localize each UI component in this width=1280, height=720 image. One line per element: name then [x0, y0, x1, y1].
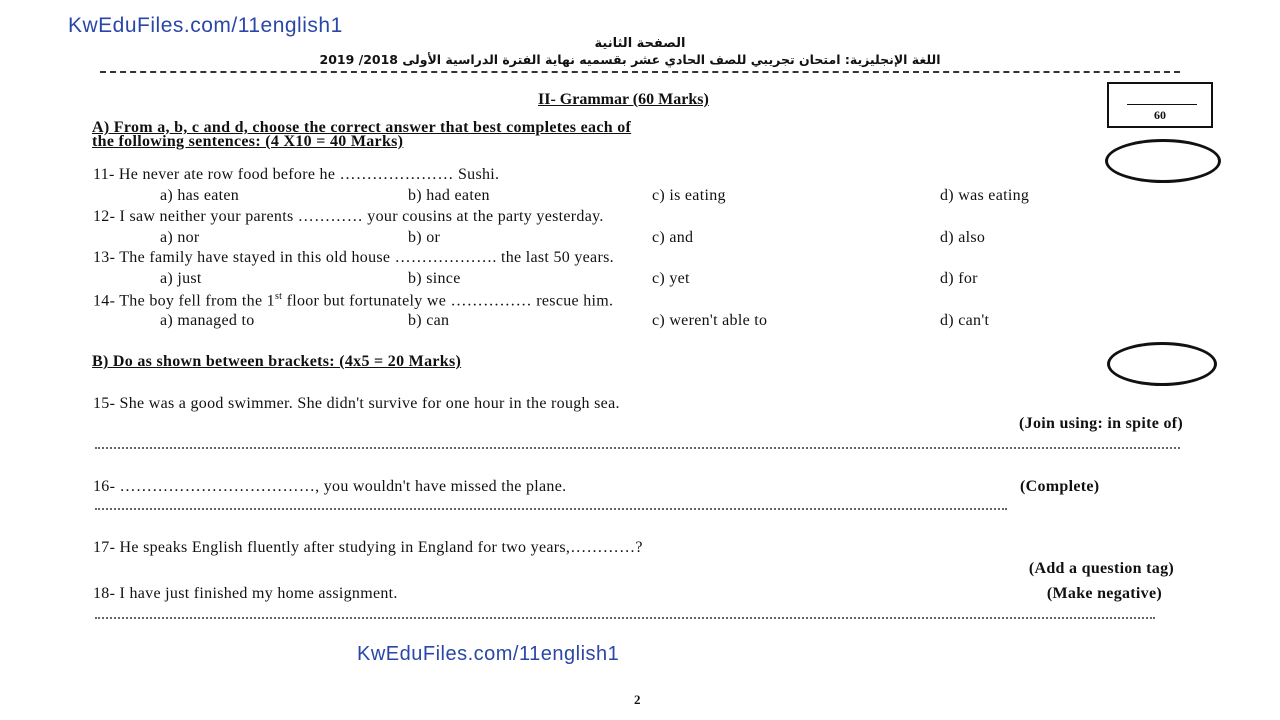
score-oval-a [1105, 139, 1221, 183]
q12-option-c[interactable]: c) and [652, 229, 694, 246]
q12-option-b[interactable]: b) or [408, 229, 441, 246]
q12-option-d[interactable]: d) also [940, 229, 986, 246]
q11-option-c[interactable]: c) is eating [652, 187, 726, 204]
question-16-stem: 16- ………………………………, you wouldn't have missed the plane. [93, 478, 567, 495]
question-13-stem: 13- The family have stayed in this old house ………………. the last 50 years. [93, 249, 614, 266]
question-15-instruction: (Join using: in spite of) [1019, 415, 1183, 432]
page-number: 2 [634, 692, 641, 707]
q14-option-a[interactable]: a) managed to [160, 312, 255, 329]
question-12-stem: 12- I saw neither your parents ………… your cousins at the party yesterday. [93, 208, 604, 225]
q14-stem-start: 14- The boy fell from the 1 [93, 292, 275, 310]
q13-option-b[interactable]: b) since [408, 270, 461, 287]
part-a-instruction-2: the following sentences: (4 X10 = 40 Marks) [92, 133, 404, 150]
q13-option-c[interactable]: c) yet [652, 270, 690, 287]
score-line [1127, 104, 1197, 105]
part-a-instruction-1: A) From a, b, c and d, choose the correct answer that best completes each of [92, 119, 632, 136]
q14-option-d[interactable]: d) can't [940, 312, 990, 329]
q13-option-d[interactable]: d) for [940, 270, 978, 287]
q12-option-a[interactable]: a) nor [160, 229, 200, 246]
q11-option-a[interactable]: a) has eaten [160, 187, 240, 204]
q11-option-b[interactable]: b) had eaten [408, 187, 490, 204]
question-18-instruction: (Make negative) [1046, 585, 1162, 602]
q14-option-c[interactable]: c) weren't able to [652, 312, 768, 329]
question-17-instruction: (Add a question tag) [1028, 560, 1174, 577]
q14-stem-end: floor but fortunately we …………… rescue him. [282, 292, 614, 310]
question-15-stem: 15- She was a good swimmer. She didn't survive for one hour in the rough sea. [93, 395, 620, 412]
question-17-stem: 17- He speaks English fluently after studying in England for two years,…………? [93, 539, 643, 556]
q15-answer-line[interactable] [95, 447, 1180, 449]
q13-option-a[interactable]: a) just [160, 270, 202, 287]
header-divider [100, 71, 1180, 73]
question-11-stem: 11- He never ate row food before he ………………… Sushi. [93, 166, 500, 183]
q18-answer-line[interactable] [95, 617, 1155, 619]
arabic-exam-title: اللغة الإنجليزية: امتحان تجريبي للصف الحادي عشر بقسميه نهاية الفترة الدراسية الأولى 2018/ 2019 [319, 52, 941, 67]
score-box [1107, 82, 1213, 128]
q11-option-d[interactable]: d) was eating [940, 187, 1030, 204]
section-title: II- Grammar (60 Marks) [538, 91, 709, 108]
q16-answer-line[interactable] [95, 508, 1007, 510]
question-14-stem [93, 291, 613, 310]
q14-superscript: st [274, 291, 283, 302]
footer-website-link[interactable]: KwEduFiles.com/11english1 [357, 643, 620, 665]
score-oval-b [1107, 342, 1217, 386]
part-b-instruction: B) Do as shown between brackets: (4x5 = 20 Marks) [92, 353, 462, 370]
arabic-page-label: الصفحة الثانية [594, 36, 686, 51]
header-website-link[interactable]: KwEduFiles.com/11english1 [68, 14, 343, 37]
q14-option-b[interactable]: b) can [408, 312, 450, 329]
question-16-instruction: (Complete) [1020, 478, 1100, 495]
question-18-stem: 18- I have just finished my home assignment. [93, 585, 398, 602]
score-value: 60 [1154, 108, 1166, 122]
